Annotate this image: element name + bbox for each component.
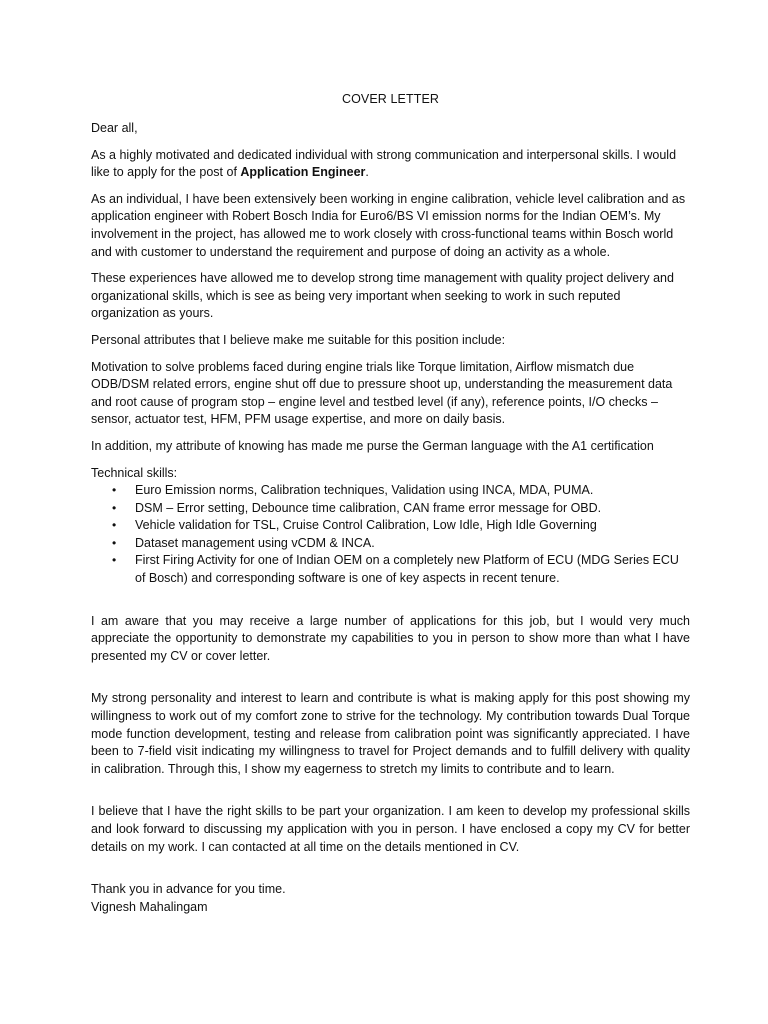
thanks-line: Thank you in advance for you time. — [91, 882, 286, 897]
skills-paragraph: These experiences have allowed me to develop strong time management with quality project delivery and organizational skills, which is see as being very important when seeking to work in such reputed organization as yours. — [91, 271, 674, 321]
signature-name: Vignesh Mahalingam — [91, 899, 208, 914]
spacer — [91, 787, 690, 803]
motivation-paragraph: Motivation to solve problems faced during engine trials like Torque limitation, Airflow mismatch due ODB/DSM related errors, engine shut off due to pressure shoot up, understanding the measurement data and root cause of program stop – engine level and testbed level (if any), reference points, I/O checks – sensor, actuator test, HFM, PFM usage expertise, and more on daily basis. — [91, 359, 673, 427]
attributes-intro: Personal attributes that I believe make me suitable for this position include: — [91, 332, 506, 347]
experience-paragraph: As an individual, I have been extensively been working in engine calibration, vehicle level calibration and as application engineer with Robert Bosch India for Euro6/BS VI emission norms for the Indian OEM’s. My involvement in the project, has allowed me to work closely with cross-functional teams within Bosch world and with customer to understand the requirement and purpose of doing an activity as a whole. — [91, 191, 686, 259]
salutation: Dear all, — [91, 121, 138, 135]
intro-end: . — [365, 165, 369, 180]
technical-skills-label: Technical skills: — [91, 465, 178, 480]
language-paragraph: In addition, my attribute of knowing has made me purse the German language with the A1 certification — [91, 438, 654, 453]
personality-paragraph: My strong personality and interest to learn and contribute is what is making apply for this post showing my willingness to work out of my comfort zone to strive for the technology. My contribution towards Dual Torque mode function development, testing and release from calibration point was significantly appreciated. I have been to 7-field visit indicating my willingness to travel for Project demands and to fulfill delivery with quality in calibration. Through this, I show my eagerness to stretch my limits to contribute and to learn. — [91, 691, 690, 776]
bullet-icon: • — [112, 518, 117, 533]
list-item: • First Firing Activity for one of Indian OEM on a completely new Platform of ECU (MDG Series ECU of Bosch) and corresponding software is one of key aspects in recent tenure. — [112, 553, 679, 586]
list-item: • Euro Emission norms, Calibration techniques, Validation using INCA, MDA, PUMA. — [135, 482, 690, 500]
spacer — [91, 597, 690, 613]
bullet-icon: • — [112, 535, 117, 550]
bullet-icon: • — [112, 553, 117, 568]
spacer — [91, 674, 690, 690]
bullet-icon: • — [112, 500, 117, 515]
technical-skills-list — [91, 482, 690, 588]
intro-text: As a highly motivated and dedicated individual with strong communication and interpersonal skills. I would like to apply for the post of — [91, 147, 677, 180]
list-item: • DSM – Error setting, Debounce time calibration, CAN frame error message for OBD. — [135, 500, 690, 518]
aware-paragraph: I am aware that you may receive a large number of applications for this job, but I would very much appreciate the opportunity to demonstrate my capabilities to you in person to show more than what I have presented my CV or cover letter. — [91, 613, 690, 663]
closing-paragraph: I believe that I have the right skills to be part your organization. I am keen to develop my professional skills and look forward to discussing my application with you in person. I have enclosed a copy my CV for better details on my work. I can contacted at all time on the details mentioned in CV. — [91, 804, 690, 854]
list-item: • Vehicle validation for TSL, Cruise Control Calibration, Low Idle, High Idle Governing — [135, 517, 690, 535]
list-item: • Dataset management using vCDM & INCA. — [135, 535, 690, 553]
spacer — [91, 865, 690, 881]
intro-role: Application Engineer — [240, 165, 366, 180]
intro-paragraph — [91, 147, 690, 182]
bullet-icon: • — [112, 483, 117, 498]
letter-title: COVER LETTER — [341, 92, 440, 106]
